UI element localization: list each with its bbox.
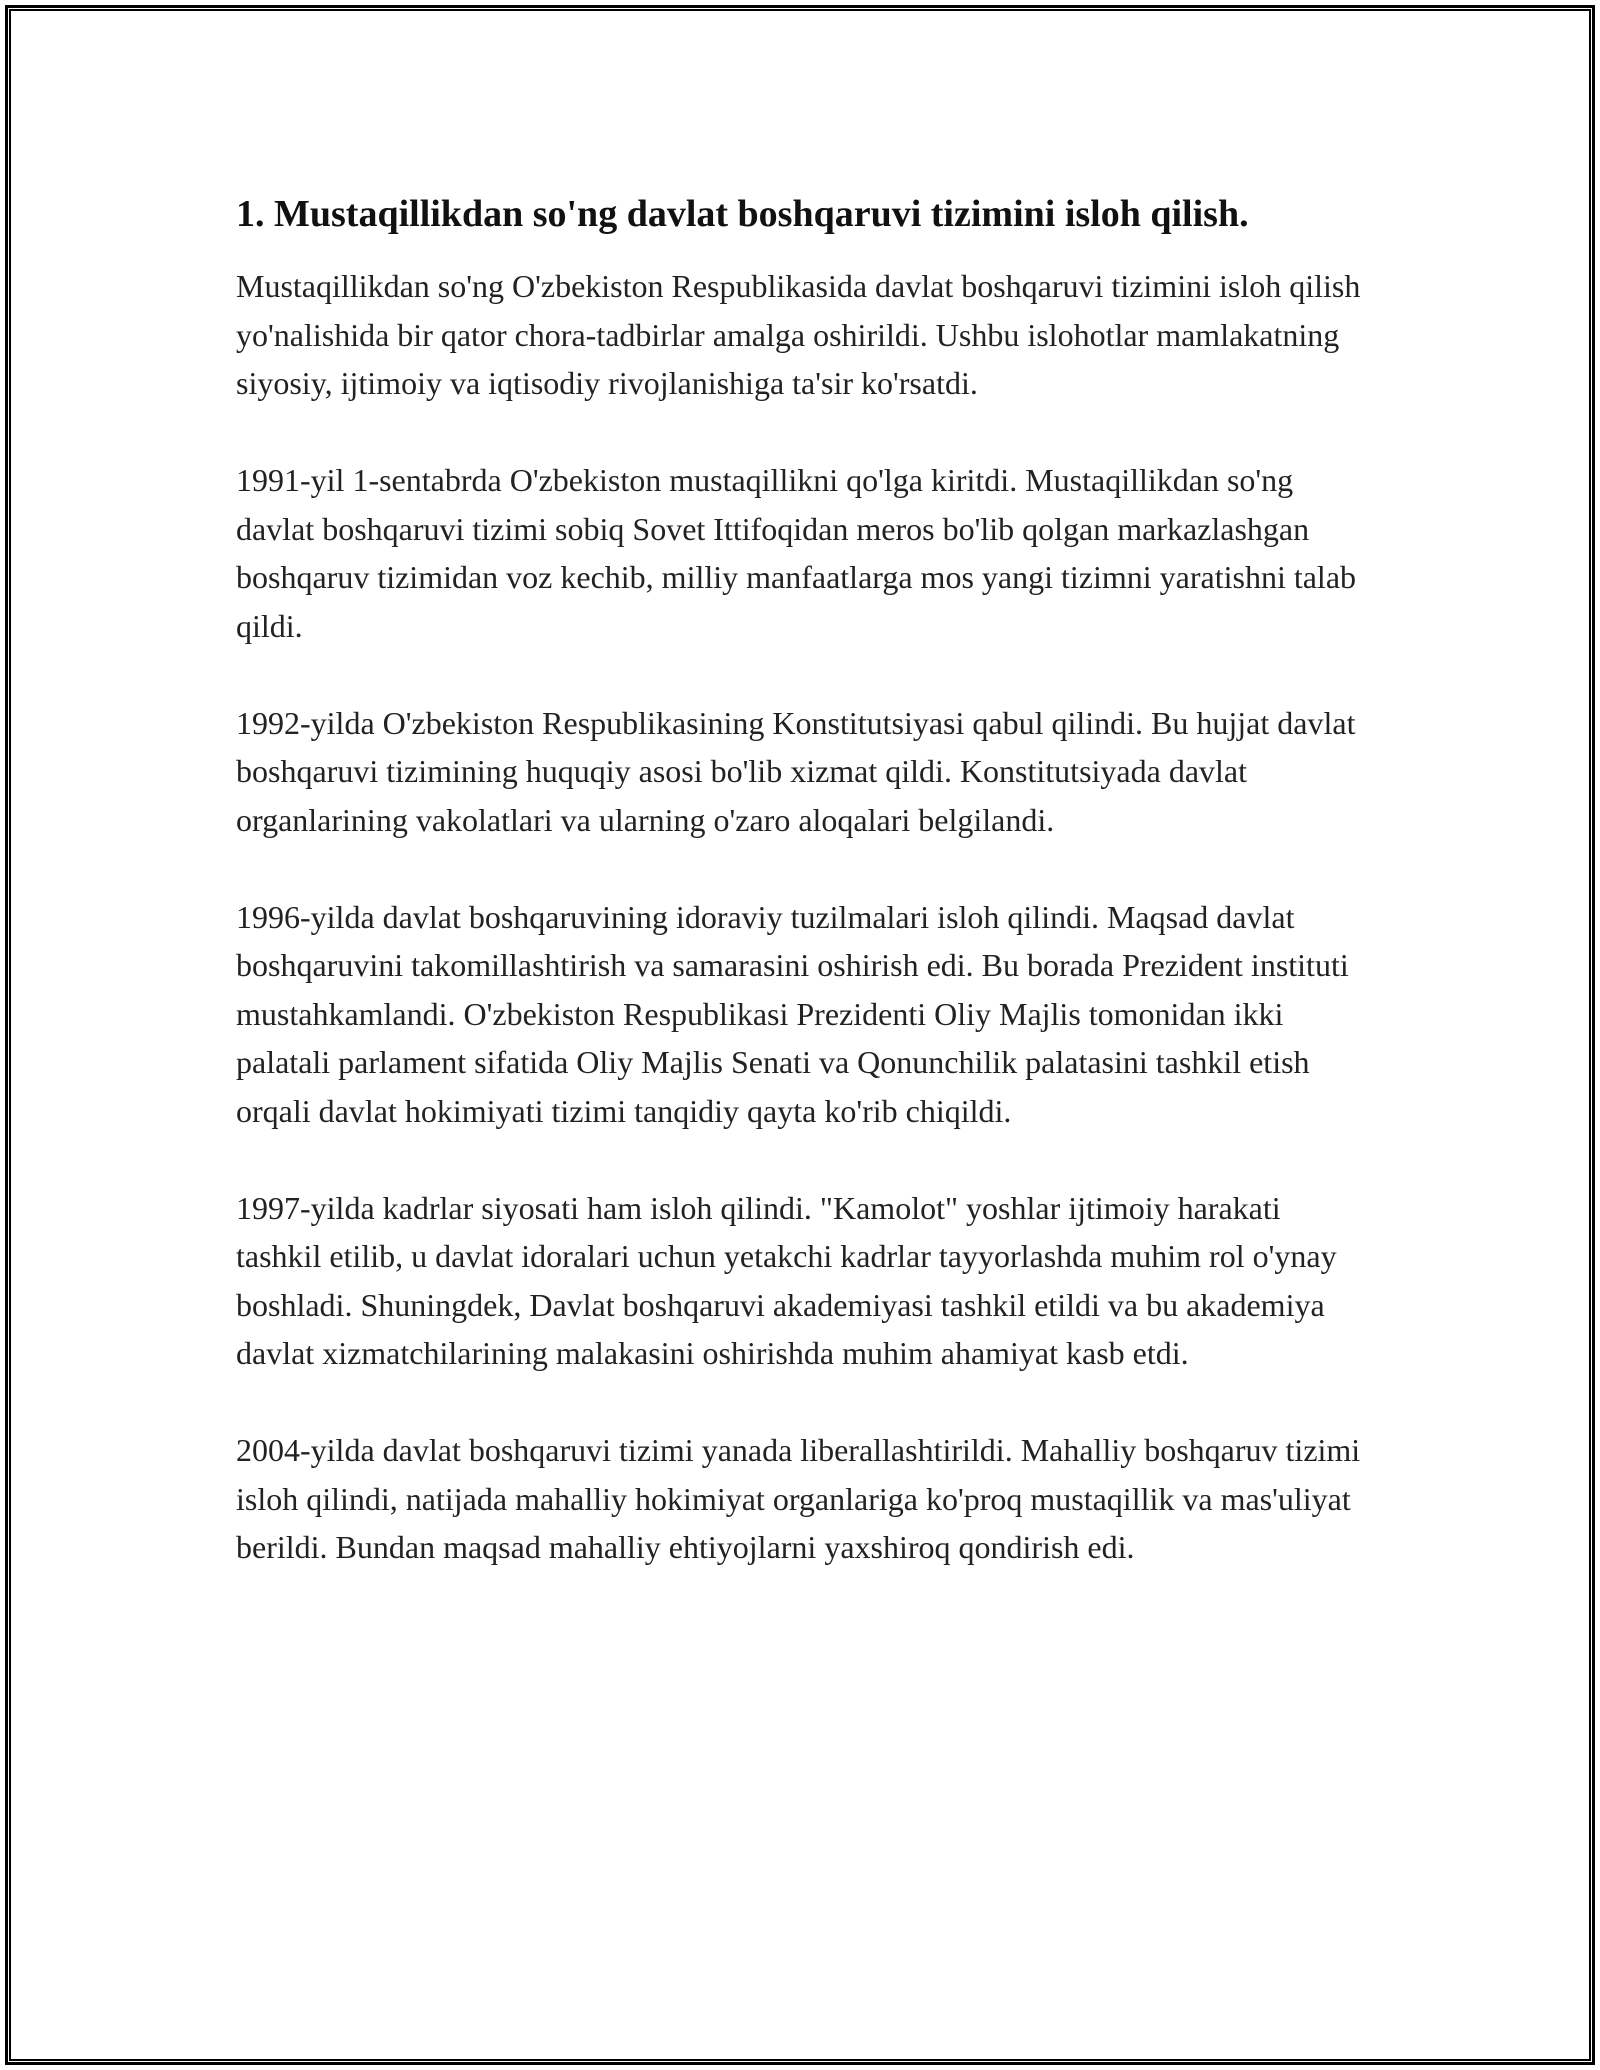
document-body <box>236 186 1366 1620</box>
paragraph-intro: Mustaqillikdan so'ng O'zbekiston Respublikasida davlat boshqaruvi tizimini isloh qilish yo'nalishida bir qator chora-tadbirlar amalga oshirildi. Ushbu islohotlar mamlakatning siyosiy, ijtimoiy va iqtisodiy rivojlanishiga ta'sir ko'rsatdi. <box>236 268 1361 401</box>
paragraph-1996: 1996-yilda davlat boshqaruvining idoraviy tuzilmalari isloh qilindi. Maqsad davlat boshqaruvini takomillashtirish va samarasini oshirish edi. Bu borada Prezident instituti mustahkamlandi. O'zbekiston Respublikasi Prezidenti Oliy Majlis tomonidan ikki palatali parlament sifatida Oliy Majlis Senati va Qonunchilik palatasini tashkil etish orqali davlat hokimiyati tizimi tanqidiy qayta ko'rib chiqildi. <box>236 898 1349 1129</box>
paragraph-2004: 2004-yilda davlat boshqaruvi tizimi yanada liberallashtirildi. Mahalliy boshqaruv tizimi isloh qilindi, natijada mahalliy hokimiyat organlariga ko'proq mustaqillik va mas'uliyat berildi. Bundan maqsad mahalliy ehtiyojlarni yaxshiroq qondirish edi. <box>236 1432 1361 1565</box>
section-heading: 1. Mustaqillikdan so'ng davlat boshqaruvi tizimini isloh qilish. <box>236 193 1249 235</box>
paragraph-1991: 1991-yil 1-sentabrda O'zbekiston mustaqillikni qo'lga kiritdi. Mustaqillikdan so'ng davlat boshqaruvi tizimi sobiq Sovet Ittifoqidan meros bo'lib qolgan markazlashgan boshqaruv tizimidan voz kechib, milliy manfaatlarga mos yangi tizimni yaratishni talab qildi. <box>236 462 1357 644</box>
paragraph-1992: 1992-yilda O'zbekiston Respublikasining Konstitutsiyasi qabul qilindi. Bu hujjat davlat boshqaruvi tizimining huquqiy asosi bo'lib xizmat qildi. Konstitutsiyada davlat organlarining vakolatlari va ularning o'zaro aloqalari belgilandi. <box>236 704 1356 838</box>
paragraph-1997: 1997-yilda kadrlar siyosati ham isloh qilindi. "Kamolot" yoshlar ijtimoiy harakati tashkil etilib, u davlat idoralari uchun yetakchi kadrlar tayyorlashda muhim rol o'ynay boshladi. Shuningdek, Davlat boshqaruvi akademiyasi tashkil etildi va bu akademiya davlat xizmatchilarining malakasini oshirishda muhim ahamiyat kasb etdi. <box>236 1189 1337 1371</box>
